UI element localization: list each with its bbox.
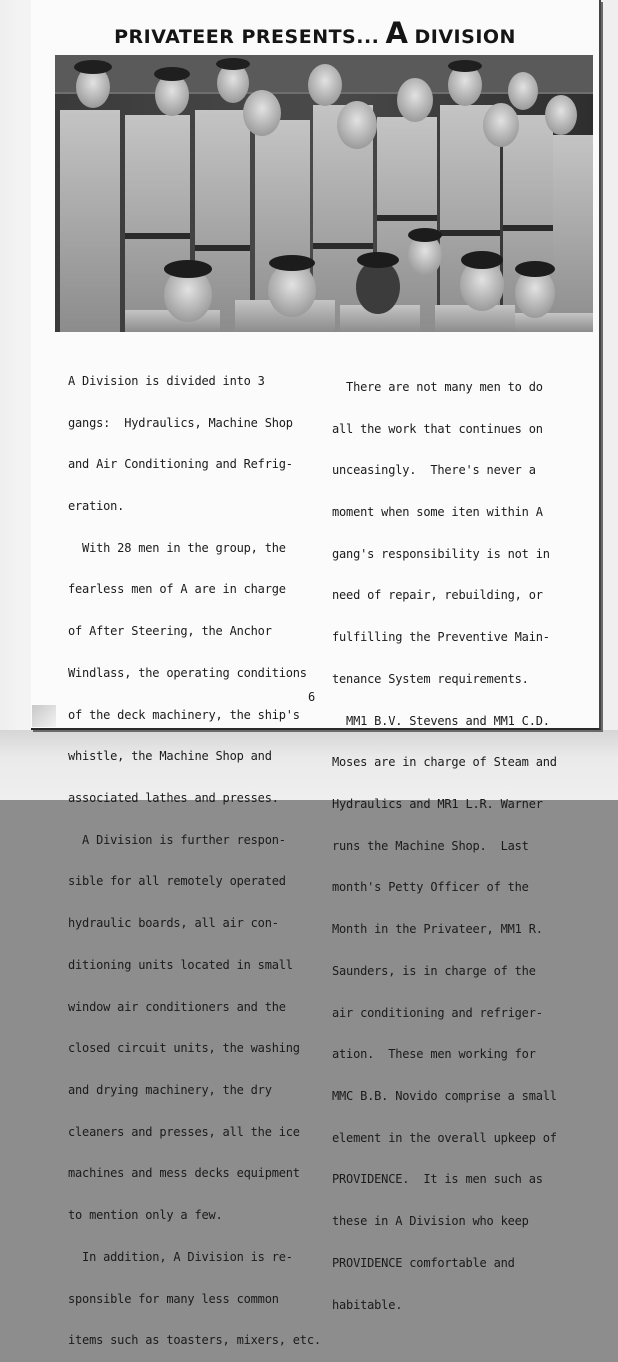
title-suffix: DIVISION (414, 26, 516, 48)
text-line: MM1 B.V. Stevens and MM1 C.D. (332, 713, 550, 728)
text-line: PROVIDENCE comfortable and (332, 1255, 515, 1270)
page-title (31, 16, 599, 50)
text-line: A Division is further respon- (68, 832, 286, 847)
text-line: habitable. (332, 1297, 403, 1312)
text-line: of the deck machinery, the ship's (68, 707, 300, 722)
group-photo (55, 55, 593, 332)
text-line: fearless men of A are in charge (68, 582, 286, 597)
text-line: of After Steering, the Anchor (68, 624, 272, 639)
article-right-column (332, 353, 587, 1326)
text-line: moment when some iten within A (332, 504, 543, 519)
text-line: machines and mess decks equipment (68, 1166, 300, 1181)
text-line: PROVIDENCE. It is men such as (332, 1172, 543, 1187)
text-line: A Division is divided into 3 (68, 373, 265, 388)
text-line: With 28 men in the group, the (68, 540, 286, 555)
text-line: eration. (68, 498, 125, 513)
text-line: hydraulic boards, all air con- (68, 916, 279, 931)
text-line: associated lathes and presses. (68, 791, 279, 805)
text-line: air conditioning and refriger- (332, 1005, 543, 1020)
text-line: runs the Machine Shop. Last (332, 838, 529, 853)
text-line: these in A Division who keep (332, 1214, 529, 1229)
text-line: Windlass, the operating conditions (68, 665, 307, 680)
text-line: element in the overall upkeep of (332, 1130, 557, 1145)
text-line: unceasingly. There's never a (332, 463, 536, 478)
text-line: Moses are in charge of Steam and (332, 755, 557, 770)
text-line: Saunders, is in charge of the (332, 963, 536, 978)
text-line: cleaners and presses, all the ice (68, 1124, 300, 1139)
text-line: items such as toasters, mixers, etc. (68, 1333, 321, 1348)
text-line: whistle, the Machine Shop and (68, 749, 272, 764)
text-line: gangs: Hydraulics, Machine Shop (68, 415, 293, 430)
text-line: fulfilling the Preventive Main- (332, 630, 550, 645)
text-line: tenance System requirements. (332, 671, 529, 686)
text-line: window air conditioners and the (68, 999, 286, 1014)
text-line: sponsible for many less common (68, 1291, 279, 1306)
text-line: and Air Conditioning and Refrig- (68, 457, 293, 472)
text-line: ation. These men working for (332, 1047, 536, 1062)
text-line: MMC B.B. Novido comprise a small (332, 1089, 557, 1104)
text-line: to mention only a few. (68, 1208, 223, 1223)
text-line: and drying machinery, the dry (68, 1083, 272, 1098)
text-line: sible for all remotely operated (68, 874, 286, 889)
text-line: closed circuit units, the washing (68, 1041, 300, 1056)
text-line: need of repair, rebuilding, or (332, 588, 543, 603)
text-line: month's Petty Officer of the (332, 880, 529, 895)
text-line: There are not many men to do (332, 379, 543, 394)
article-left-column (68, 347, 330, 1362)
text-line: all the work that continues on (332, 421, 543, 436)
group-photo-sailors-icon (55, 55, 593, 332)
title-letter: A (385, 16, 409, 50)
text-line: ditioning units located in small (68, 957, 293, 972)
text-line: Hydraulics and MR1 L.R. Warner (332, 797, 543, 811)
text-line: Month in the Privateer, MM1 R. (332, 922, 543, 937)
page-number: 6 (308, 690, 316, 704)
page-corner-wear (32, 705, 56, 727)
title-prefix: PRIVATEER PRESENTS... (114, 26, 380, 48)
text-line: In addition, A Division is re- (68, 1249, 293, 1264)
text-line: gang's responsibility is not in (332, 546, 550, 561)
